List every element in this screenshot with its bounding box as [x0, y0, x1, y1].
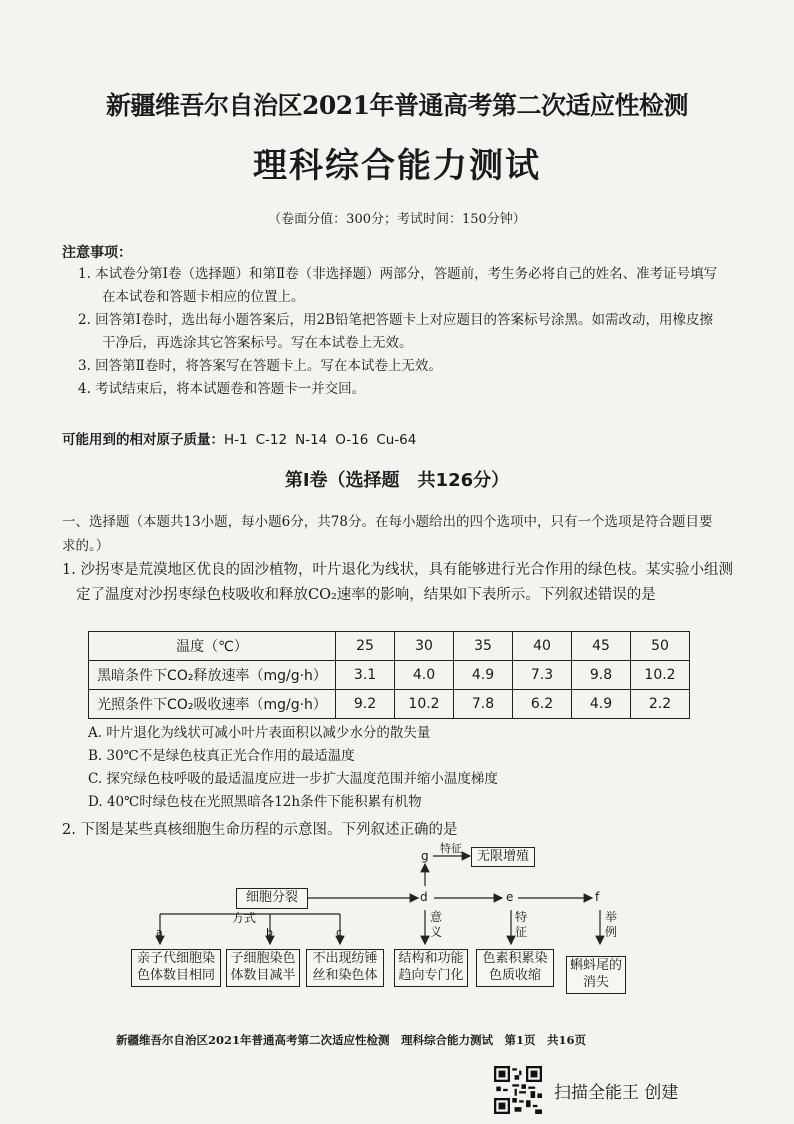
- mass-value: Cu-64: [376, 432, 417, 448]
- box-f: 蝌蚪尾的消失: [566, 956, 626, 994]
- feature-e-label: 特征: [515, 910, 528, 939]
- table-cell: 4.9: [454, 661, 513, 690]
- option-a: A. 叶片退化为线状可减小叶片表面积以减少水分的散失量: [88, 725, 431, 741]
- exam-info: （卷面分值：300分；考试时间：150分钟）: [268, 212, 526, 227]
- subject-title: 理科综合能力测试: [253, 146, 541, 186]
- option-c: C. 探究绿色枝呼吸的最适温度应进一步扩大温度范围并缩小温度梯度: [88, 771, 498, 787]
- table-cell: 3.1: [336, 661, 395, 690]
- meaning-label: 意义: [430, 910, 443, 939]
- mass-value: H-1: [224, 432, 248, 448]
- exam-header-title: 新疆维吾尔自治区2021年普通高考第二次适应性检测: [105, 91, 689, 120]
- table-cell: 7.8: [454, 690, 513, 719]
- table-cell: 4.0: [395, 661, 454, 690]
- table-cell: 30: [395, 632, 454, 661]
- page-footer: 新疆维吾尔自治区2021年普通高考第二次适应性检测 理科综合能力测试 第1页 共16页: [116, 1033, 587, 1047]
- scanner-watermark: 扫描全能王 创建: [554, 1083, 679, 1103]
- table-cell: 7.3: [513, 661, 572, 690]
- feature-g-label: 特征: [440, 842, 462, 855]
- option-b: B. 30℃不是绿色枝真正光合作用的最适温度: [88, 748, 355, 764]
- node-d: d: [420, 890, 428, 904]
- note-item: 4. 考试结束后，将本试题卷和答题卡一并交回。: [78, 381, 366, 397]
- mass-value: C-12: [255, 432, 288, 448]
- node-b: b: [266, 926, 273, 939]
- table-cell: 9.2: [336, 690, 395, 719]
- table-row-label: 光照条件下CO₂吸收速率（mg/g·h）: [89, 690, 336, 719]
- note-item: 1. 本试卷分第Ⅰ卷（选择题）和第Ⅱ卷（非选择题）两部分，答题前，考生务必将自己的姓名、准考证号填写在本试卷和答题卡相应的位置上。: [78, 266, 718, 305]
- choice-heading: 一、选择题（本题共13小题，每小题6分，共78分。在每小题给出的四个选项中，只有一个选项是符合题目要求的。）: [62, 514, 713, 554]
- table-cell: 25: [336, 632, 395, 661]
- note-item: 3. 回答第Ⅱ卷时，将答案写在答题卡上。写在本试卷上无效。: [78, 358, 442, 374]
- box-c: 不出现纺锤丝和染色体: [306, 949, 384, 987]
- table-cell: 50: [631, 632, 690, 661]
- atomic-masses-label: 可能用到的相对原子质量：: [62, 432, 224, 448]
- box-b: 子细胞染色体数目减半: [226, 949, 300, 987]
- unlimited-growth-box: 无限增殖: [471, 847, 535, 867]
- table-cell: 35: [454, 632, 513, 661]
- option-d: D. 40℃时绿色枝在光照黑暗各12h条件下能积累有机物: [88, 794, 422, 810]
- table-cell: 45: [572, 632, 631, 661]
- table-cell: 10.2: [395, 690, 454, 719]
- node-f: f: [595, 890, 600, 904]
- section-title: 第Ⅰ卷（选择题 共126分）: [284, 470, 510, 491]
- node-g: g: [421, 849, 429, 863]
- notes-heading: 注意事项：: [62, 245, 132, 261]
- qr-code-icon: [494, 1066, 542, 1114]
- table-cell: 4.9: [572, 690, 631, 719]
- question-1-stem: 1. 沙拐枣是荒漠地区优良的固沙植物，叶片退化为线状，具有能够进行光合作用的绿色枝。某实验小组测定了温度对沙拐枣绿色枝吸收和释放CO₂速率的影响，结果如下表所示。下列叙述错误的是: [62, 562, 733, 603]
- box-d: 结构和功能趋向专门化: [394, 949, 468, 987]
- node-c: c: [336, 926, 343, 939]
- mass-value: N-14: [295, 432, 328, 448]
- example-label: 举例: [605, 910, 618, 939]
- node-a: a: [156, 926, 163, 939]
- node-e: e: [506, 890, 514, 904]
- table-row-label: 黑暗条件下CO₂释放速率（mg/g·h）: [89, 661, 336, 690]
- table-header-label: 温度（℃）: [89, 632, 336, 661]
- question-2-stem: 2. 下图是某些真核细胞生命历程的示意图。下列叙述正确的是: [62, 822, 458, 838]
- mass-value: O-16: [335, 432, 369, 448]
- box-e: 色素积累染色质收缩: [476, 949, 554, 987]
- box-a: 亲子代细胞染色体数目相同: [131, 949, 221, 987]
- table-cell: 6.2: [513, 690, 572, 719]
- table-cell: 40: [513, 632, 572, 661]
- cell-division-box: 细胞分裂: [236, 888, 308, 909]
- table-cell: 9.8: [572, 661, 631, 690]
- method-label: 方式: [232, 911, 257, 925]
- table-cell: 2.2: [631, 690, 690, 719]
- note-item: 2. 回答第Ⅰ卷时，选出每小题答案后，用2B铅笔把答题卡上对应题目的答案标号涂黑。如需改动，用橡皮擦干净后，再选涂其它答案标号。写在本试卷上无效。: [78, 312, 714, 351]
- table-cell: 10.2: [631, 661, 690, 690]
